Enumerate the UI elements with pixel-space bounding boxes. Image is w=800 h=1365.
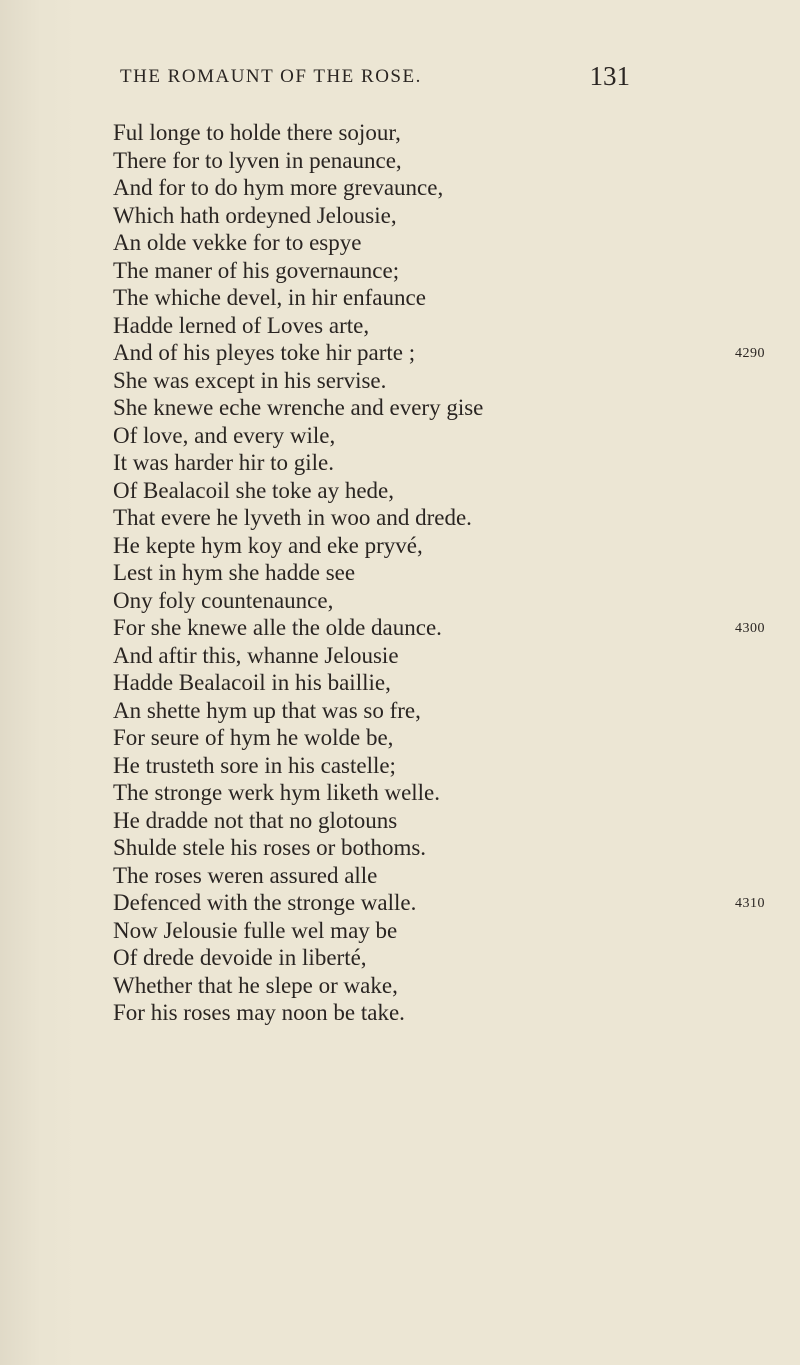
poem-text (113, 119, 483, 1027)
page-number: 131 (589, 61, 630, 91)
verse-line: Lest in hym she hadde see (113, 560, 356, 585)
verse-line: That evere he lyveth in woo and drede. (113, 505, 472, 530)
verse-line: And for to do hym more grevaunce, (113, 175, 444, 200)
verse-line: Of Bealacoil she toke ay hede, (113, 477, 394, 503)
verse-line: Of drede devoide in liberté, (113, 945, 367, 970)
verse-line: The maner of his governaunce; (113, 257, 400, 283)
verse-line: The whiche devel, in hir enfaunce (113, 285, 426, 310)
verse-line: Now Jelousie fulle wel may be (113, 917, 398, 943)
verse-line: The stronge werk hym liketh welle. (113, 780, 441, 805)
verse-line: And aftir this, whanne Jelousie (113, 642, 399, 668)
verse-line: For his roses may noon be take. (113, 1000, 405, 1025)
verse-line: Shulde stele his roses or bothoms. (113, 835, 427, 860)
verse-line: It was harder hir to gile. (113, 450, 334, 475)
verse-line: Whether that he slepe or wake, (113, 972, 398, 998)
verse-line: Defenced with the stronge walle. (113, 890, 417, 915)
line-number: 4300 (735, 621, 765, 636)
verse-line: An shette hym up that was so fre, (113, 697, 421, 723)
verse-line: She was except in his servise. (113, 367, 387, 393)
verse-line: He kepte hym koy and eke pryvé, (113, 532, 423, 558)
verse-line: Hadde Bealacoil in his baillie, (113, 670, 391, 695)
line-number: 4290 (735, 346, 765, 361)
verse-line: Hadde lerned of Loves arte, (113, 312, 370, 338)
verse-line: He trusteth sore in his castelle; (113, 752, 396, 778)
verse-line: For she knewe alle the olde daunce. (113, 615, 442, 640)
verse-line: And of his pleyes toke hir parte ; (113, 340, 416, 365)
verse-line: Which hath ordeyned Jelousie, (113, 202, 397, 228)
verse-line: Ful longe to holde there sojour, (113, 120, 401, 145)
verse-line: He dradde not that no glotouns (113, 807, 398, 833)
verse-line: An olde vekke for to espye (113, 230, 362, 255)
verse-line: She knewe eche wrenche and every gise (113, 395, 484, 420)
verse-line: The roses weren assured alle (113, 862, 378, 888)
verse-line: Ony foly countenaunce, (113, 587, 334, 613)
verse-line: There for to lyven in penaunce, (113, 147, 402, 173)
line-number: 4310 (735, 896, 765, 911)
page-header (110, 61, 630, 96)
verse-line: Of love, and every wile, (113, 422, 336, 448)
verse-line: For seure of hym he wolde be, (113, 725, 394, 750)
running-head: THE ROMAUNT OF THE ROSE. (120, 66, 422, 87)
